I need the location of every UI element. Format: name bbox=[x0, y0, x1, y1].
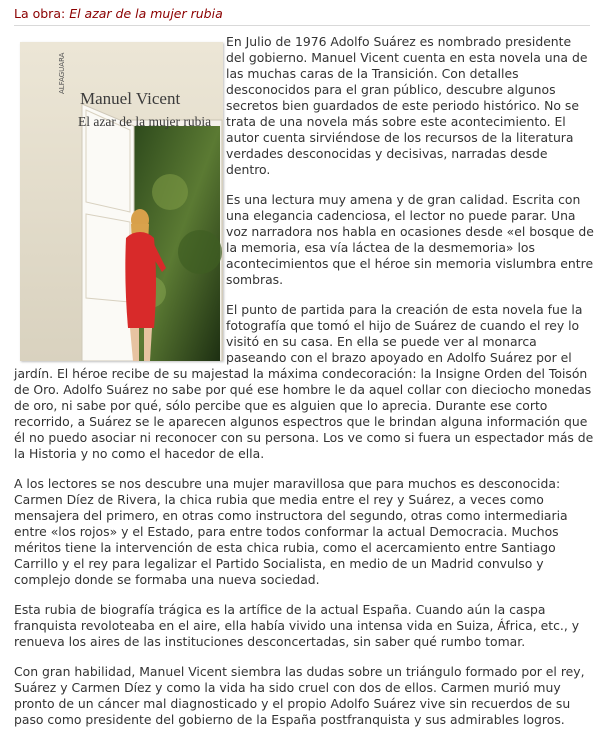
cover-author: Manuel Vicent bbox=[80, 89, 181, 108]
publisher-name: ALFAGUARA bbox=[58, 52, 66, 94]
cover-title: El azar de la mujer rubia bbox=[78, 114, 212, 129]
section-title bbox=[14, 6, 590, 26]
publisher-logo bbox=[58, 52, 66, 94]
book-cover bbox=[20, 42, 223, 361]
paragraph-4: A los lectores se nos descubre una mujer maravillosa que para muchos es desconocida: Carmen Díez de Rivera, la chica rubia que media entre el rey y Suárez, a veces como mensajera del primero, en otras como instructora del segundo, otras como intermediaria entre «los rojos» y el Estado, para entre todos conformar la actual Democracia. Muchos méritos tiene la intervención de esta chica rubia, como el acercamiento entre Santiago Carrillo y el rey para legalizar el Partido Socialista, en medio de un Madrid convulso y complejo donde se formaba una nueva sociedad. bbox=[14, 476, 568, 587]
paragraph-5: Esta rubia de biografía trágica es la artífice de la actual España. Cuando aún la caspa franquista revoloteaba en el aire, ella había vivido una intensa vida en Suiza, África, etc., y renueva los aires de las instituciones desconcertadas, sin saber qué rumbo tomar. bbox=[14, 602, 580, 649]
paragraph-3: El punto de partida para la creación de esta novela fue la fotografía que tomó el hijo de Suárez de cuando el rey lo visitó en su casa. En ella se puede ver al monarca paseando con el brazo apoyado en Adolfo Suárez por el jardín. El héroe recibe de su majestad la máxima condecoración: la Insigne Orden del Toisón de Oro. Adolfo Suárez no sabe por qué ese hombre le da aquel collar con dieciocho monedas de oro, ni sabe por qué, sólo percibe que es alguien que lo aprecia. Durante ese corto recorrido, a Suárez se le aparecen algunos espectros que le brindan alguna información que él no puedo asociar ni reconocer con su persona. Los ve como si fuera un espectador más de la Historia y no como el hacedor de ella. bbox=[14, 302, 594, 461]
section-title-book: El azar de la mujer rubia bbox=[69, 6, 223, 21]
section-title-prefix: La obra: bbox=[14, 6, 66, 21]
book-cover-illustration bbox=[20, 42, 223, 361]
paragraph-1: En Julio de 1976 Adolfo Suárez es nombrado presidente del gobierno. Manuel Vicent cuenta en esta novela una de las muchas caras de la Transición. Con detalles desconocidos para el gran público, descubre algunos secretos bien guardados de este periodo histórico. No se trata de una novela más sobre este acontecimiento. El autor cuenta sirviéndose de los recursos de la literatura verdades desconocidas y decisivas, narradas desde dentro. bbox=[226, 34, 588, 177]
paragraph-2: Es una lectura muy amena y de gran calidad. Escrita con una elegancia cadenciosa, el lector no puede parar. Una voz narradora nos habla en ocasiones desde «el bosque de la memoria, esa vía láctea de la desmemoria» los acontecimientos que el héroe sin memoria vislumbra entre sombras. bbox=[226, 192, 594, 287]
paragraph-6: Con gran habilidad, Manuel Vicent siembra las dudas sobre un triángulo formado por el rey, Suárez y Carmen Díez y como la vida ha sido cruel con dos de ellos. Carmen murió muy pronto de un cáncer mal diagnosticado y el propio Adolfo Suárez vive sin recuerdos de su paso como presidente del gobierno de la España postfranquista y sus admirables logros. bbox=[14, 664, 585, 727]
